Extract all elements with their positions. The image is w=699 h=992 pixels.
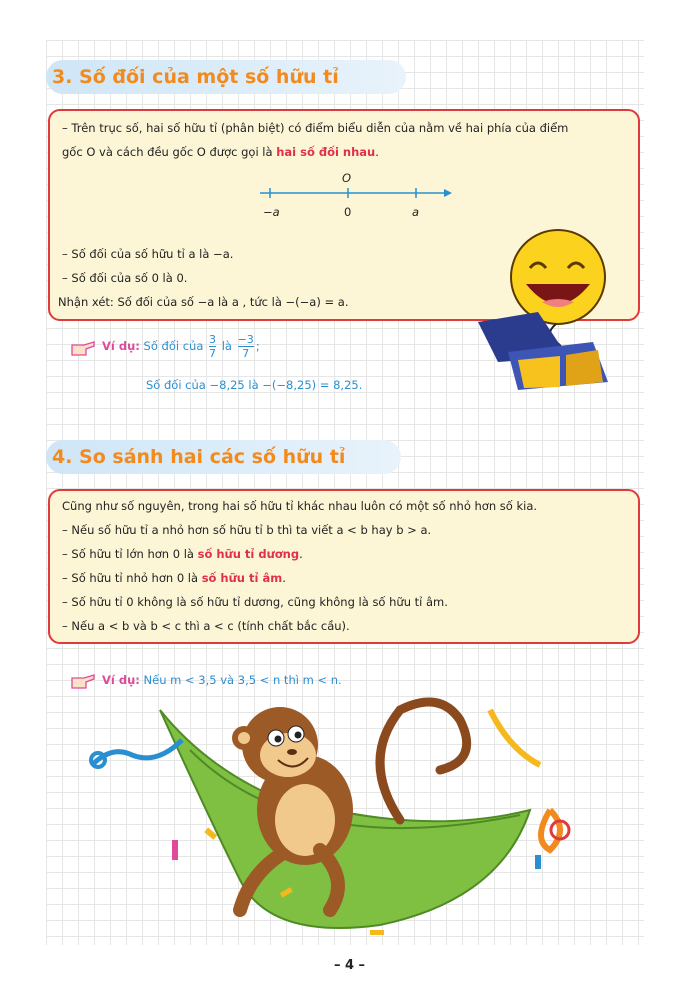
definition-line-2-end: . [375, 145, 379, 159]
comparison-line-2: – Nếu số hữu tỉ a nhỏ hơn số hữu tỉ b thì ta viết a < b hay b > a. [62, 523, 432, 537]
remark-line: Nhận xét: Số đối của số −a là a , tức là −(−a) = a. [58, 295, 349, 309]
axis-origin-label: O [342, 171, 352, 185]
example-1-prefix: Số đối của [143, 339, 204, 353]
comparison-rules-box [48, 489, 640, 644]
example-3-text: Nếu m < 3,5 và 3,5 < n thì m < n. [143, 673, 342, 687]
term-negative-rational: số hữu tỉ âm [201, 571, 283, 585]
axis-label-a: a [412, 205, 420, 219]
definition-line-2 [62, 145, 379, 159]
example-label: Ví dụ: [102, 339, 140, 353]
definition-line-2-text: gốc O và cách đều gốc O được gọi là [62, 145, 277, 159]
example-label: Ví dụ: [102, 673, 140, 687]
page-number: – 4 – [333, 958, 366, 973]
comparison-line-1: Cũng như số nguyên, trong hai số hữu tỉ khác nhau luôn có một số nhỏ hơn số kia. [62, 499, 538, 513]
term-opposite-numbers: hai số đối nhau [276, 145, 376, 159]
comparison-line-5: – Số hữu tỉ 0 không là số hữu tỉ dương, cũng không là số hữu tỉ âm. [62, 595, 448, 609]
smiley-jack-in-box-illustration [468, 222, 628, 394]
fraction-3-7: $\frac{3}{7}$ [209, 333, 217, 360]
pointing-hand-icon [70, 339, 96, 357]
example-1-mid: là [221, 339, 232, 353]
fraction-minus-3-7: $\frac{-3}{7}$ [237, 333, 254, 360]
comparison-line-4-text: – Số hữu tỉ nhỏ hơn 0 là [62, 571, 202, 585]
definition-line-1: – Trên trục số, hai số hữu tỉ (phân biệt) có điểm biểu diễn của nằm về hai phía của điểm [62, 121, 569, 135]
axis-label-zero: 0 [344, 205, 352, 219]
comparison-line-3-text: – Số hữu tỉ lớn hơn 0 là [62, 547, 198, 561]
axis-arrow [444, 189, 452, 197]
rule-opposite-of-a: – Số đối của số hữu tỉ a là −a. [62, 247, 234, 261]
rule-opposite-of-zero: – Số đối của số 0 là 0. [62, 271, 188, 285]
axis-label-minus-a: −a [263, 205, 280, 219]
comparison-line-3: – Số hữu tỉ lớn hơn 0 là số hữu tỉ dương. [62, 547, 303, 561]
comparison-line-4: – Số hữu tỉ nhỏ hơn 0 là số hữu tỉ âm. [62, 571, 286, 585]
example-1: Ví dụ: Số đối của $\frac{3}{7}$ là $\frac{-3}{7}$ ; [102, 333, 260, 360]
comparison-line-6: – Nếu a < b và b < c thì a < c (tính chất bắc cầu). [62, 619, 350, 633]
example-3 [102, 673, 342, 687]
section-3-title: 3. Số đối của một số hữu tỉ [46, 60, 406, 94]
monkey-on-leaf-illustration [80, 690, 580, 940]
pointing-hand-icon [70, 672, 96, 690]
section-4-title: 4. So sánh hai các số hữu tỉ [46, 440, 401, 474]
term-positive-rational: số hữu tỉ dương [197, 547, 300, 561]
example-2: Số đối của −8,25 là −(−8,25) = 8,25. [146, 378, 363, 392]
